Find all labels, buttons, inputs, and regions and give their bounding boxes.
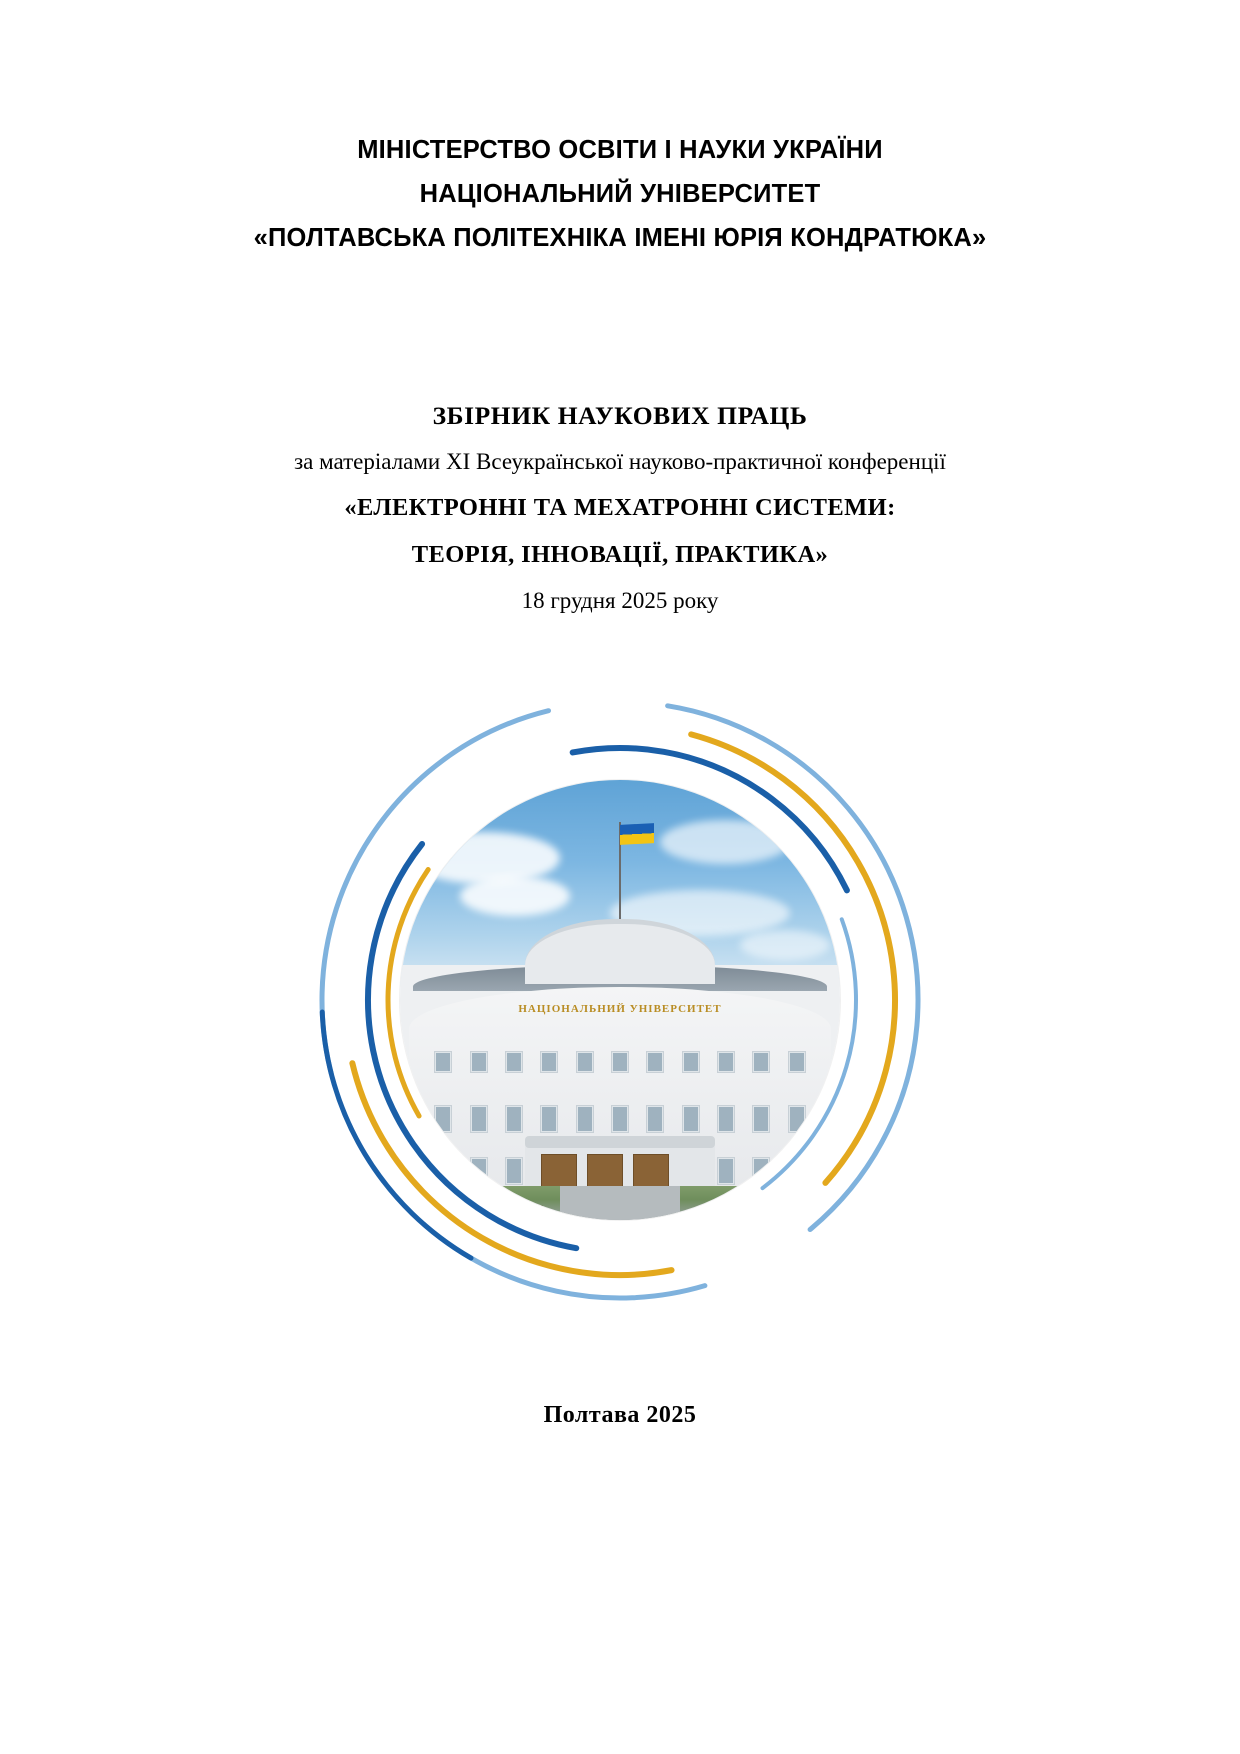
window (788, 1157, 806, 1185)
window (788, 1105, 806, 1133)
city-year: Полтава 2025 (543, 1402, 697, 1428)
ground (400, 1186, 840, 1220)
window (540, 1105, 558, 1133)
header-line-ministry: МІНІСТЕРСТВО ОСВІТИ І НАУКИ УКРАЇНИ (357, 136, 883, 164)
window (682, 1051, 700, 1073)
header-line-university-name: «ПОЛТАВСЬКА ПОЛІТЕХНІКА ІМЕНІ ЮРІЯ КОНДРАТЮКА» (253, 224, 987, 252)
window (505, 1157, 523, 1185)
cloud (660, 820, 790, 864)
window (646, 1051, 664, 1073)
header-line-university: НАЦІОНАЛЬНИЙ УНІВЕРСИТЕТ (419, 180, 821, 208)
window (540, 1051, 558, 1073)
window (717, 1051, 735, 1073)
cloud (740, 930, 830, 960)
window (752, 1105, 770, 1133)
walkway (560, 1186, 680, 1220)
window (470, 1105, 488, 1133)
conference-subtitle: за матеріалами XI Всеукраїнської науково-практичної конференції (294, 449, 946, 474)
building-sign-text: НАЦІОНАЛЬНИЙ УНІВЕРСИТЕТ (518, 1002, 722, 1015)
window (470, 1157, 488, 1185)
window (752, 1051, 770, 1073)
window (717, 1157, 735, 1185)
university-building-photo (400, 780, 840, 1220)
conference-name-line-2: ТЕОРІЯ, ІННОВАЦІЇ, ПРАКТИКА» (411, 541, 829, 568)
ministry-header (0, 128, 1240, 260)
window (682, 1105, 700, 1133)
window (611, 1051, 629, 1073)
window (505, 1051, 523, 1073)
university-emblem (310, 690, 930, 1310)
window (434, 1051, 452, 1073)
window (576, 1051, 594, 1073)
conference-name-line-1: «ЕЛЕКТРОННІ ТА МЕХАТРОННІ СИСТЕМИ: (344, 494, 896, 521)
cloud (460, 876, 570, 916)
window (752, 1157, 770, 1185)
window-row (434, 1051, 806, 1073)
window (788, 1051, 806, 1073)
cloud (410, 832, 560, 884)
window (717, 1105, 735, 1133)
window (646, 1105, 664, 1133)
conference-block (0, 392, 1240, 624)
window-row (434, 1105, 806, 1133)
collection-title: ЗБІРНИК НАУКОВИХ ПРАЦЬ (432, 401, 808, 430)
window (434, 1105, 452, 1133)
building (400, 965, 840, 1220)
window (576, 1105, 594, 1133)
ukrainian-flag-icon (620, 823, 654, 845)
conference-date: 18 грудня 2025 року (521, 588, 719, 613)
canopy (525, 1136, 715, 1148)
page-footer (0, 1402, 1240, 1429)
window (611, 1105, 629, 1133)
window (434, 1157, 452, 1185)
window (470, 1051, 488, 1073)
window (505, 1105, 523, 1133)
